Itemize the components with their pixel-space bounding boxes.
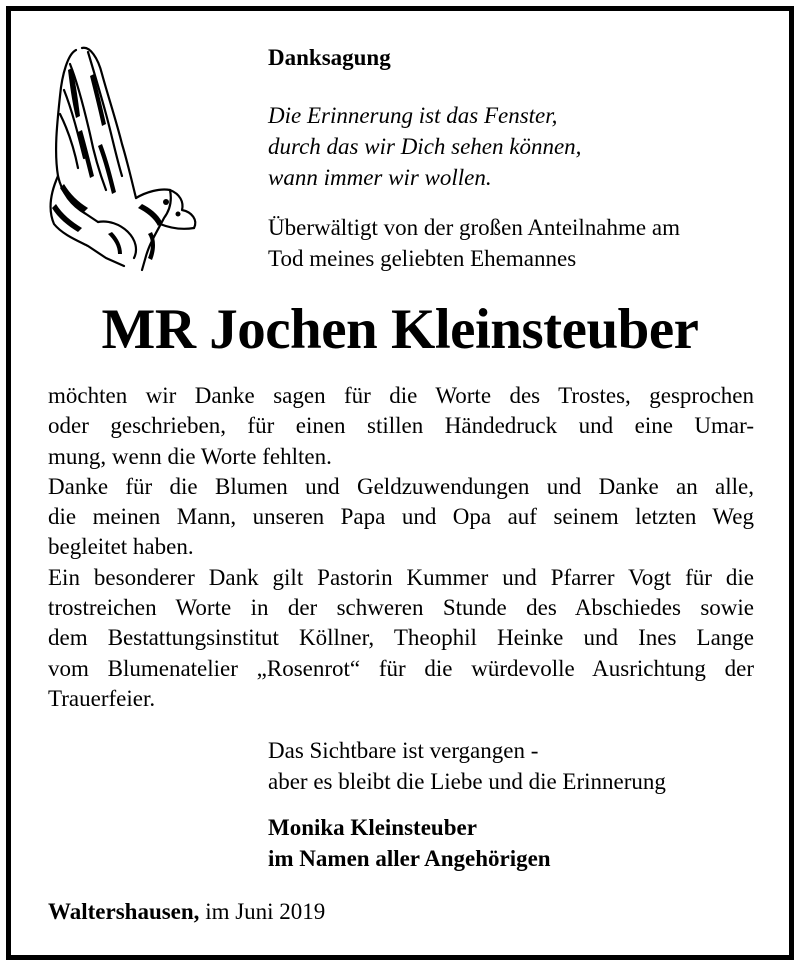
body-line: vom Blumenatelier „Rosenrot“ für die würdevolle Ausrichtung der <box>48 655 754 681</box>
quote-line: Die Erinnerung ist das Fenster, <box>268 103 558 128</box>
body-line: Trauerfeier. <box>48 685 156 711</box>
place: Waltershausen, <box>48 899 200 924</box>
body-line: möchten wir Danke sagen für die Worte des Trostes, gesprochen <box>48 383 754 408</box>
body-line: trostreichen Worte in der schweren Stunde des Abschiedes sowie <box>48 595 754 621</box>
thanks-body <box>48 381 754 714</box>
closing-line: Das Sichtbare ist vergangen - <box>268 738 539 763</box>
signature-family: im Namen aller Angehörigen <box>268 846 551 871</box>
closing-verse <box>268 735 666 797</box>
notice-heading: Danksagung <box>268 45 391 70</box>
intro-line: Überwältigt von der großen Anteilnahme am <box>268 215 680 240</box>
intro-text <box>268 212 680 274</box>
quote-line: wann immer wir wollen. <box>268 165 492 190</box>
date: im Juni 2019 <box>199 899 326 924</box>
body-line: Ein besonderer Dank gilt Pastorin Kummer und Pfarrer Vogt für die <box>48 564 754 590</box>
body-line: begleitet haben. <box>48 534 194 560</box>
intro-line: Tod meines geliebten Ehemannes <box>268 246 577 271</box>
body-line: mung, wenn die Worte fehlten. <box>48 443 332 469</box>
body-line: dem Bestattungsinstitut Köllner, Theophil Heinke und Ines Lange <box>48 625 754 651</box>
signature <box>268 812 551 874</box>
memorial-quote <box>268 100 581 193</box>
closing-line: aber es bleibt die Liebe und die Erinnerung <box>268 769 666 794</box>
signature-name: Monika Kleinsteuber <box>268 815 477 840</box>
praying-hands-icon <box>42 44 202 274</box>
quote-line: durch das wir Dich sehen können, <box>268 134 582 159</box>
body-line: Danke für die Blumen und Geldzuwendungen und Danke an alle, <box>48 473 754 499</box>
place-and-date <box>48 896 325 927</box>
body-line: die meinen Mann, unseren Papa und Opa auf seinem letzten Weg <box>48 504 754 530</box>
body-line: oder geschrieben, für einen stillen Händedruck und eine Umar- <box>48 413 754 439</box>
deceased-name: MR Jochen Kleinsteuber <box>101 298 699 361</box>
